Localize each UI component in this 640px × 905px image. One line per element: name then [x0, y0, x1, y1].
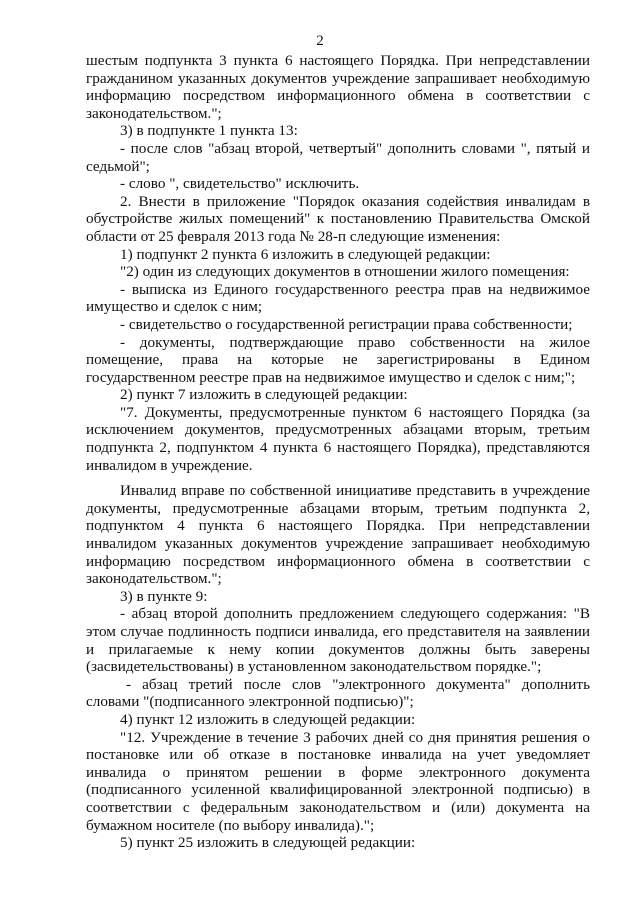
- paragraph: 2. Внести в приложение "Порядок оказания содействия инвалидам в обустройстве жилых помещений" к постановлению Правительства Омской области от 25 февраля 2013 года № 28-п следующие изменения:: [86, 192, 590, 245]
- paragraph: "2) один из следующих документов в отношении жилого помещения:: [120, 263, 570, 281]
- paragraph: - выписка из Единого государственного реестра прав на недвижимое имущество и сделок с ним;: [86, 280, 590, 316]
- paragraph: - свидетельство о государственной регистрации права собственности;: [120, 315, 573, 333]
- paragraph: "12. Учреждение в течение 3 рабочих дней со дня принятия решения о постановке или об отказе в постановке инвалида на учет уведомляет инвалида о принятом решении в форме электронного документа (подписанного усиленной квалифицированной электронной подписью) в соответствии с федеральным законодательством и (или) документа на бумажном носителе (по выбору инвалида).";: [86, 728, 590, 834]
- paragraph: 5) пункт 25 изложить в следующей редакции:: [120, 834, 416, 852]
- paragraph: 1) подпункт 2 пункта 6 изложить в следующей редакции:: [120, 245, 491, 263]
- document-body: [86, 52, 590, 852]
- paragraph: "7. Документы, предусмотренные пунктом 6 настоящего Порядка (за исключением документов, предусмотренных абзацами вторым, третьим подпункта 2, подпунктом 4 пункта 6 настоящего Порядка), представляются инвалидом в учреждение.: [86, 403, 590, 474]
- paragraph: 4) пункт 12 изложить в следующей редакции:: [120, 710, 416, 728]
- paragraph: - после слов "абзац второй, четвертый" дополнить словами ", пятый и седьмой";: [86, 139, 590, 175]
- paragraph: 3) в пункте 9:: [120, 587, 208, 605]
- paragraph: - абзац третий после слов "электронного документа" дополнить словами "(подписанного электронной подписью)";: [86, 675, 590, 711]
- paragraph: - абзац второй дополнить предложением следующего содержания: "В этом случае подлинность подписи инвалида, его представителя на заявлении и прилагаемые к нему копии документов должны быть заверены (засвидетельствованы) в установленном законодательством порядке.";: [86, 605, 590, 676]
- paragraph: шестым подпункта 3 пункта 6 настоящего Порядка. При непредставлении гражданином указанных документов учреждение запрашивает необходимую информацию посредством информационного обмена в соответствии с законодательством.";: [86, 52, 590, 122]
- page-number: 2: [316, 33, 324, 49]
- paragraph: - слово ", свидетельство" исключить.: [120, 175, 360, 193]
- paragraph: 2) пункт 7 изложить в следующей редакции:: [120, 386, 408, 404]
- paragraph: 3) в подпункте 1 пункта 13:: [120, 122, 298, 140]
- paragraph: - документы, подтверждающие право собственности на жилое помещение, права на которые не зарегистрированы в Едином государственном реестре прав на недвижимое имущество и сделок с ним;";: [86, 333, 590, 386]
- paragraph: Инвалид вправе по собственной инициативе представить в учреждение документы, предусмотренные абзацами вторым, третьим подпункта 2, подпунктом 4 пункта 6 настоящего Порядка. При непредставлении инвалидом указанных документов учреждение запрашивает необходимую информацию посредством информационного обмена в соответствии с законодательством.";: [86, 482, 590, 588]
